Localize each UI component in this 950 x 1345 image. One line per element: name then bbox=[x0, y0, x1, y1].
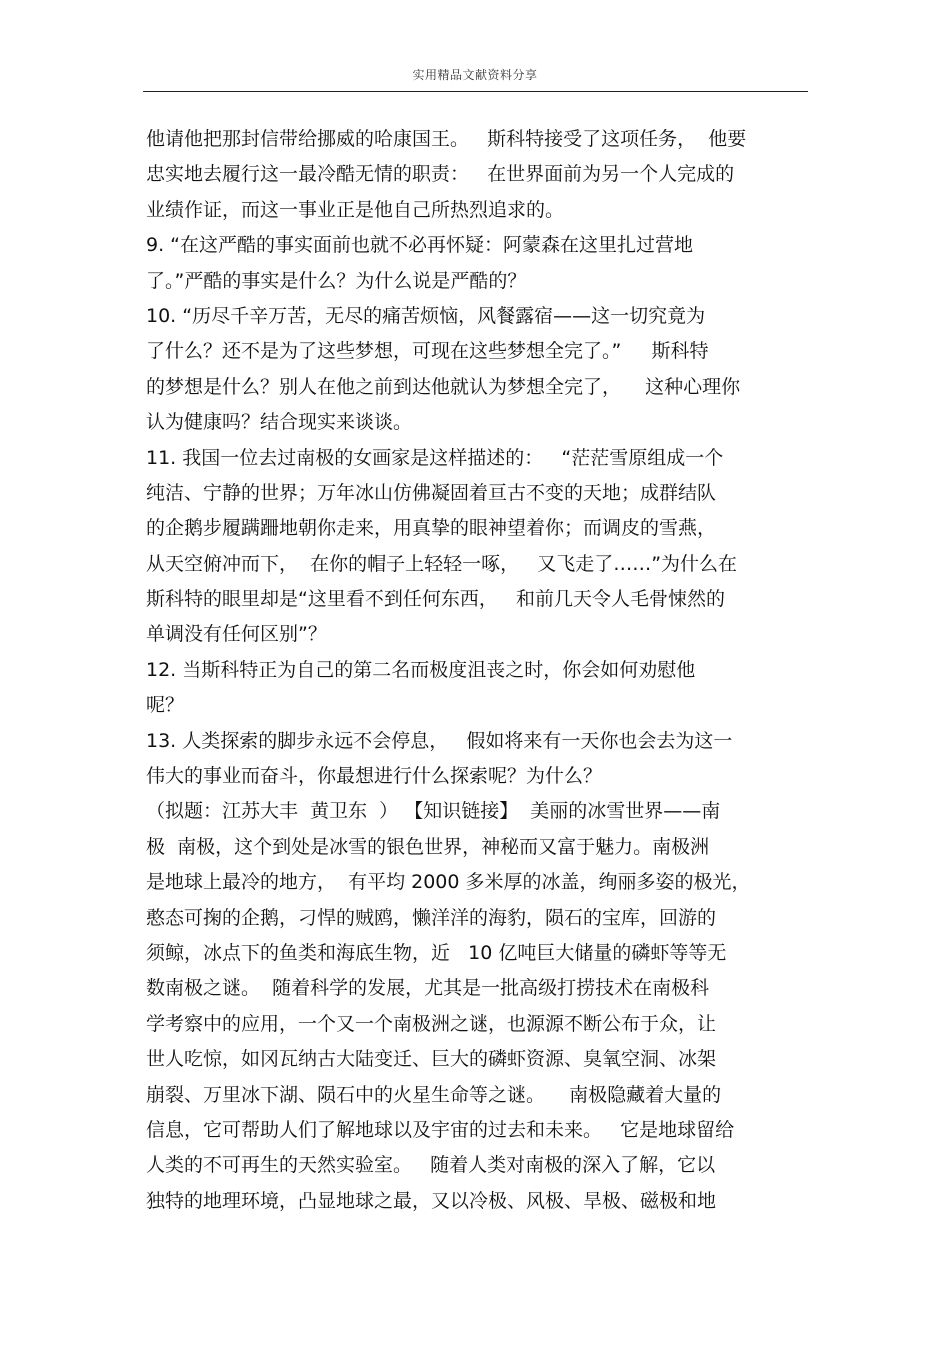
text-line: 的企鹅步履蹒跚地朝你走来，用真挚的眼神望着你；而调皮的雪燕， bbox=[146, 517, 717, 540]
text-line: 10. “历尽千辛万苦，无尽的痛苦烦恼，风餐露宿——这一切究竟为 bbox=[146, 304, 706, 327]
text-line: 独特的地理环境，凸显地球之最，又以冷极、风极、旱极、磁极和地 bbox=[146, 1189, 717, 1212]
text-line: （拟题：江苏大丰 黄卫东 ） 【知识链接】 美丽的冰雪世界——南 bbox=[146, 800, 721, 823]
text-line: 业绩作证，而这一事业正是他自己所热烈追求的。 bbox=[146, 198, 565, 221]
text-line: 须鲸，冰点下的鱼类和海底生物，近 10 亿吨巨大储量的磷虾等等无 bbox=[146, 941, 727, 964]
text-line: 单调没有任何区别”？ bbox=[146, 623, 327, 646]
text-line: 极 南极，这个到处是冰雪的银色世界，神秘而又富于魅力。南极洲 bbox=[146, 835, 710, 858]
text-line: 世人吃惊，如冈瓦纳古大陆变迁、巨大的磷虾资源、臭氧空洞、冰架 bbox=[146, 1048, 717, 1071]
text-line: 是地球上最冷的地方， 有平均 2000 多米厚的冰盖，绚丽多姿的极光， bbox=[146, 871, 751, 894]
text-line: 了。”严酷的事实是什么？为什么说是严酷的？ bbox=[146, 269, 527, 292]
text-line: 11. 我国一位去过南极的女画家是这样描述的： “茫茫雪原组成一个 bbox=[146, 446, 724, 469]
text-line: 12. 当斯科特正为自己的第二名而极度沮丧之时，你会如何劝慰他 bbox=[146, 658, 696, 681]
text-line: 呢？ bbox=[146, 694, 185, 717]
header-divider bbox=[143, 91, 808, 92]
text-line: 纯洁、宁静的世界；万年冰山仿佛凝固着亘古不变的天地；成群结队 bbox=[146, 481, 717, 504]
text-line: 人类的不可再生的天然实验室。 随着人类对南极的深入了解，它以 bbox=[146, 1154, 716, 1177]
text-line: 斯科特的眼里却是“这里看不到任何东西， 和前几天令人毛骨悚然的 bbox=[146, 588, 725, 611]
page-header: 实用精品文献资料分享 bbox=[412, 68, 538, 82]
text-line: 忠实地去履行这一最冷酷无情的职责： 在世界面前为另一个人完成的 bbox=[146, 163, 735, 186]
text-line: 数南极之谜。 随着科学的发展，尤其是一批高级打捞技术在南极科 bbox=[146, 977, 710, 1000]
text-line: 认为健康吗？结合现实来谈谈。 bbox=[146, 411, 413, 434]
text-line: 崩裂、万里冰下湖、陨石中的火星生命等之谜。 南极隐藏着大量的 bbox=[146, 1083, 722, 1106]
text-line: 伟大的事业而奋斗，你最想进行什么探索呢？为什么？ bbox=[146, 765, 603, 788]
text-line: 憨态可掬的企鹅，刁悍的贼鸥，懒洋洋的海豹，陨石的宝库，回游的 bbox=[146, 906, 717, 929]
text-line: 9. “在这严酷的事实面前也就不必再怀疑：阿蒙森在这里扎过营地 bbox=[146, 234, 694, 257]
text-line: 他请他把那封信带给挪威的哈康国王。 斯科特接受了这项任务， 他要 bbox=[146, 128, 747, 150]
text-line: 13. 人类探索的脚步永远不会停息， 假如将来有一天你也会去为这一 bbox=[146, 729, 733, 752]
document-body bbox=[146, 122, 816, 1219]
text-line: 的梦想是什么？别人在他之前到达他就认为梦想全完了， 这种心理你 bbox=[146, 375, 741, 398]
text-line: 学考察中的应用，一个又一个南极洲之谜，也源源不断公布于众，让 bbox=[146, 1012, 717, 1035]
text-line: 信息，它可帮助人们了解地球以及宇宙的过去和未来。 它是地球留给 bbox=[146, 1118, 735, 1141]
text-line: 从天空俯冲而下， 在你的帽子上轻轻一啄， 又飞走了……”为什么在 bbox=[146, 552, 738, 575]
text-line: 了什么？还不是为了这些梦想，可现在这些梦想全完了。” 斯科特 bbox=[146, 340, 709, 363]
